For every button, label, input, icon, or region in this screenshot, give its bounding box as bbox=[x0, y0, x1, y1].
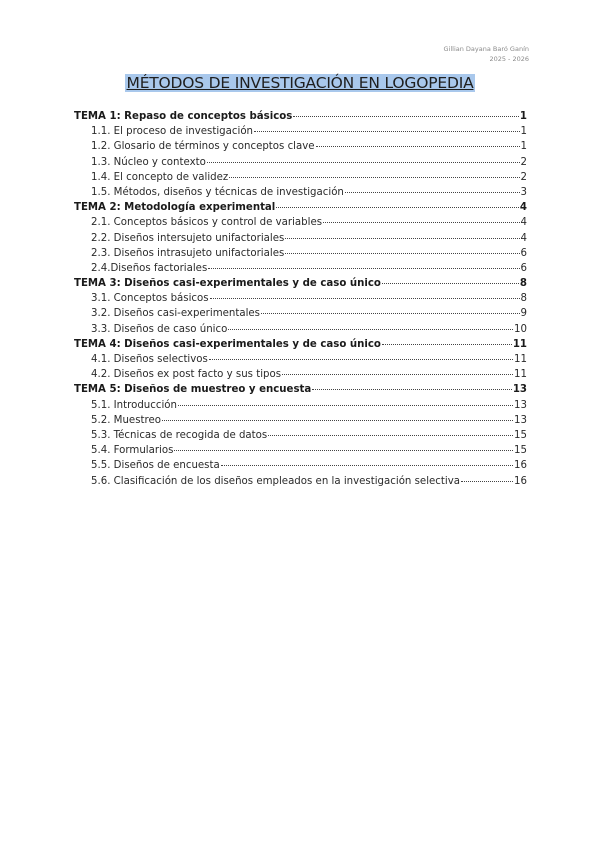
toc-entry-title: 5.3. Técnicas de recogida de datos bbox=[91, 429, 268, 441]
toc-subsection-entry[interactable] bbox=[74, 248, 527, 263]
page-title: MÉTODOS DE INVESTIGACIÓN EN LOGOPEDIA bbox=[126, 74, 474, 92]
toc-dot-leader bbox=[228, 329, 513, 330]
toc-dot-leader bbox=[382, 344, 512, 345]
toc-subsection-entry[interactable] bbox=[74, 217, 527, 232]
toc-page-number: 4 bbox=[520, 217, 527, 229]
page-title-container bbox=[0, 74, 600, 92]
toc-entry-title: 5.5. Diseños de encuesta bbox=[91, 460, 220, 472]
toc-subsection-entry[interactable] bbox=[74, 369, 527, 384]
toc-section-entry[interactable] bbox=[74, 111, 527, 126]
table-of-contents bbox=[74, 111, 527, 491]
toc-entry-title: 4.1. Diseños selectivos bbox=[91, 354, 208, 365]
toc-page-number: 9 bbox=[520, 308, 527, 320]
toc-entry-title: 2.1. Conceptos básicos y control de variables bbox=[91, 217, 323, 229]
toc-page-number: 16 bbox=[514, 460, 527, 472]
toc-page-number: 11 bbox=[514, 354, 527, 365]
toc-subsection-entry[interactable] bbox=[74, 233, 527, 248]
toc-entry-title: 5.6. Clasificación de los diseños empleados en la investigación selectiva bbox=[91, 475, 460, 487]
toc-entry-title: 1.3. Núcleo y contexto bbox=[91, 156, 206, 168]
toc-page-number: 13 bbox=[514, 399, 527, 411]
toc-subsection-entry[interactable] bbox=[74, 354, 527, 369]
toc-page-number: 8 bbox=[519, 278, 527, 290]
toc-subsection-entry[interactable] bbox=[74, 476, 527, 491]
toc-dot-leader bbox=[323, 222, 520, 223]
toc-entry-title: 3.3. Diseños de caso único bbox=[91, 323, 228, 335]
toc-section-entry[interactable] bbox=[74, 278, 527, 293]
toc-page-number: 2 bbox=[520, 156, 527, 168]
toc-section-entry[interactable] bbox=[74, 202, 527, 217]
toc-entry-title: 5.4. Formularios bbox=[91, 445, 174, 457]
toc-page-number: 1 bbox=[520, 126, 527, 138]
toc-section-entry[interactable] bbox=[74, 339, 527, 354]
toc-dot-leader bbox=[268, 435, 513, 436]
toc-subsection-entry[interactable] bbox=[74, 263, 527, 278]
toc-page-number: 6 bbox=[520, 262, 527, 274]
toc-subsection-entry[interactable] bbox=[74, 293, 527, 308]
toc-dot-leader bbox=[293, 116, 519, 117]
toc-dot-leader bbox=[316, 146, 520, 147]
toc-entry-title: TEMA 3: Diseños casi-experimentales y de caso único bbox=[74, 278, 381, 290]
toc-subsection-entry[interactable] bbox=[74, 445, 527, 460]
toc-dot-leader bbox=[210, 298, 520, 299]
toc-entry-title: TEMA 1: Repaso de conceptos básicos bbox=[74, 111, 293, 122]
toc-dot-leader bbox=[209, 359, 513, 360]
toc-entry-title: TEMA 2: Metodología experimental bbox=[74, 202, 276, 214]
toc-entry-title: 1.1. El proceso de investigación bbox=[91, 126, 254, 138]
toc-page-number: 3 bbox=[520, 186, 527, 198]
toc-dot-leader bbox=[282, 374, 513, 375]
toc-page-number: 6 bbox=[520, 247, 527, 259]
toc-subsection-entry[interactable] bbox=[74, 415, 527, 430]
toc-subsection-entry[interactable] bbox=[74, 187, 527, 202]
toc-dot-leader bbox=[461, 481, 513, 482]
toc-entry-title: 2.4.Diseños factoriales bbox=[91, 262, 208, 274]
toc-page-number: 11 bbox=[512, 338, 527, 350]
toc-entry-title: 2.2. Diseños intersujeto unifactoriales bbox=[91, 232, 285, 244]
toc-entry-title: TEMA 4: Diseños casi-experimentales y de caso único bbox=[74, 338, 381, 350]
toc-entry-title: TEMA 5: Diseños de muestreo y encuesta bbox=[74, 384, 312, 396]
toc-entry-title: 1.2. Glosario de términos y conceptos clave bbox=[91, 141, 315, 153]
toc-page-number: 13 bbox=[514, 414, 527, 426]
toc-entry-title: 3.1. Conceptos básicos bbox=[91, 293, 209, 305]
toc-subsection-entry[interactable] bbox=[74, 126, 527, 141]
toc-dot-leader bbox=[221, 465, 513, 466]
toc-dot-leader bbox=[285, 238, 519, 239]
toc-page-number: 15 bbox=[514, 429, 527, 441]
toc-page-number: 4 bbox=[519, 202, 527, 214]
toc-page-number: 16 bbox=[514, 475, 527, 487]
toc-page-number: 11 bbox=[514, 369, 527, 381]
toc-dot-leader bbox=[276, 207, 519, 208]
toc-subsection-entry[interactable] bbox=[74, 141, 527, 156]
author-name: Gillian Dayana Baró Ganín bbox=[443, 45, 529, 53]
toc-section-entry[interactable] bbox=[74, 384, 527, 399]
toc-page-number: 13 bbox=[512, 384, 527, 396]
toc-dot-leader bbox=[254, 131, 520, 132]
academic-year: 2025 - 2026 bbox=[489, 55, 529, 63]
toc-subsection-entry[interactable] bbox=[74, 430, 527, 445]
toc-entry-title: 1.5. Métodos, diseños y técnicas de investigación bbox=[91, 186, 344, 198]
toc-dot-leader bbox=[345, 192, 520, 193]
toc-subsection-entry[interactable] bbox=[74, 324, 527, 339]
toc-subsection-entry[interactable] bbox=[74, 172, 527, 187]
toc-entry-title: 5.2. Muestreo bbox=[91, 414, 161, 426]
toc-page-number: 4 bbox=[520, 232, 527, 244]
toc-dot-leader bbox=[162, 420, 513, 421]
toc-dot-leader bbox=[312, 389, 512, 390]
toc-entry-title: 2.3. Diseños intrasujeto unifactoriales bbox=[91, 247, 285, 259]
toc-entry-title: 1.4. El concepto de validez bbox=[91, 171, 229, 183]
toc-page-number: 10 bbox=[514, 323, 527, 335]
toc-page-number: 15 bbox=[514, 445, 527, 457]
toc-entry-title: 5.1. Introducción bbox=[91, 399, 177, 411]
toc-subsection-entry[interactable] bbox=[74, 460, 527, 475]
toc-dot-leader bbox=[229, 177, 519, 178]
toc-dot-leader bbox=[178, 405, 513, 406]
toc-dot-leader bbox=[285, 253, 519, 254]
toc-subsection-entry[interactable] bbox=[74, 157, 527, 172]
toc-dot-leader bbox=[382, 283, 519, 284]
toc-page-number: 8 bbox=[520, 293, 527, 305]
toc-subsection-entry[interactable] bbox=[74, 308, 527, 323]
toc-page-number: 1 bbox=[519, 111, 527, 122]
document-header bbox=[444, 44, 530, 64]
toc-page-number: 2 bbox=[520, 171, 527, 183]
toc-entry-title: 3.2. Diseños casi-experimentales bbox=[91, 308, 260, 320]
toc-dot-leader bbox=[174, 450, 513, 451]
toc-dot-leader bbox=[261, 313, 520, 314]
toc-subsection-entry[interactable] bbox=[74, 400, 527, 415]
toc-dot-leader bbox=[208, 268, 519, 269]
toc-page-number: 1 bbox=[520, 141, 527, 153]
toc-entry-title: 4.2. Diseños ex post facto y sus tipos bbox=[91, 369, 282, 381]
toc-dot-leader bbox=[207, 162, 520, 163]
